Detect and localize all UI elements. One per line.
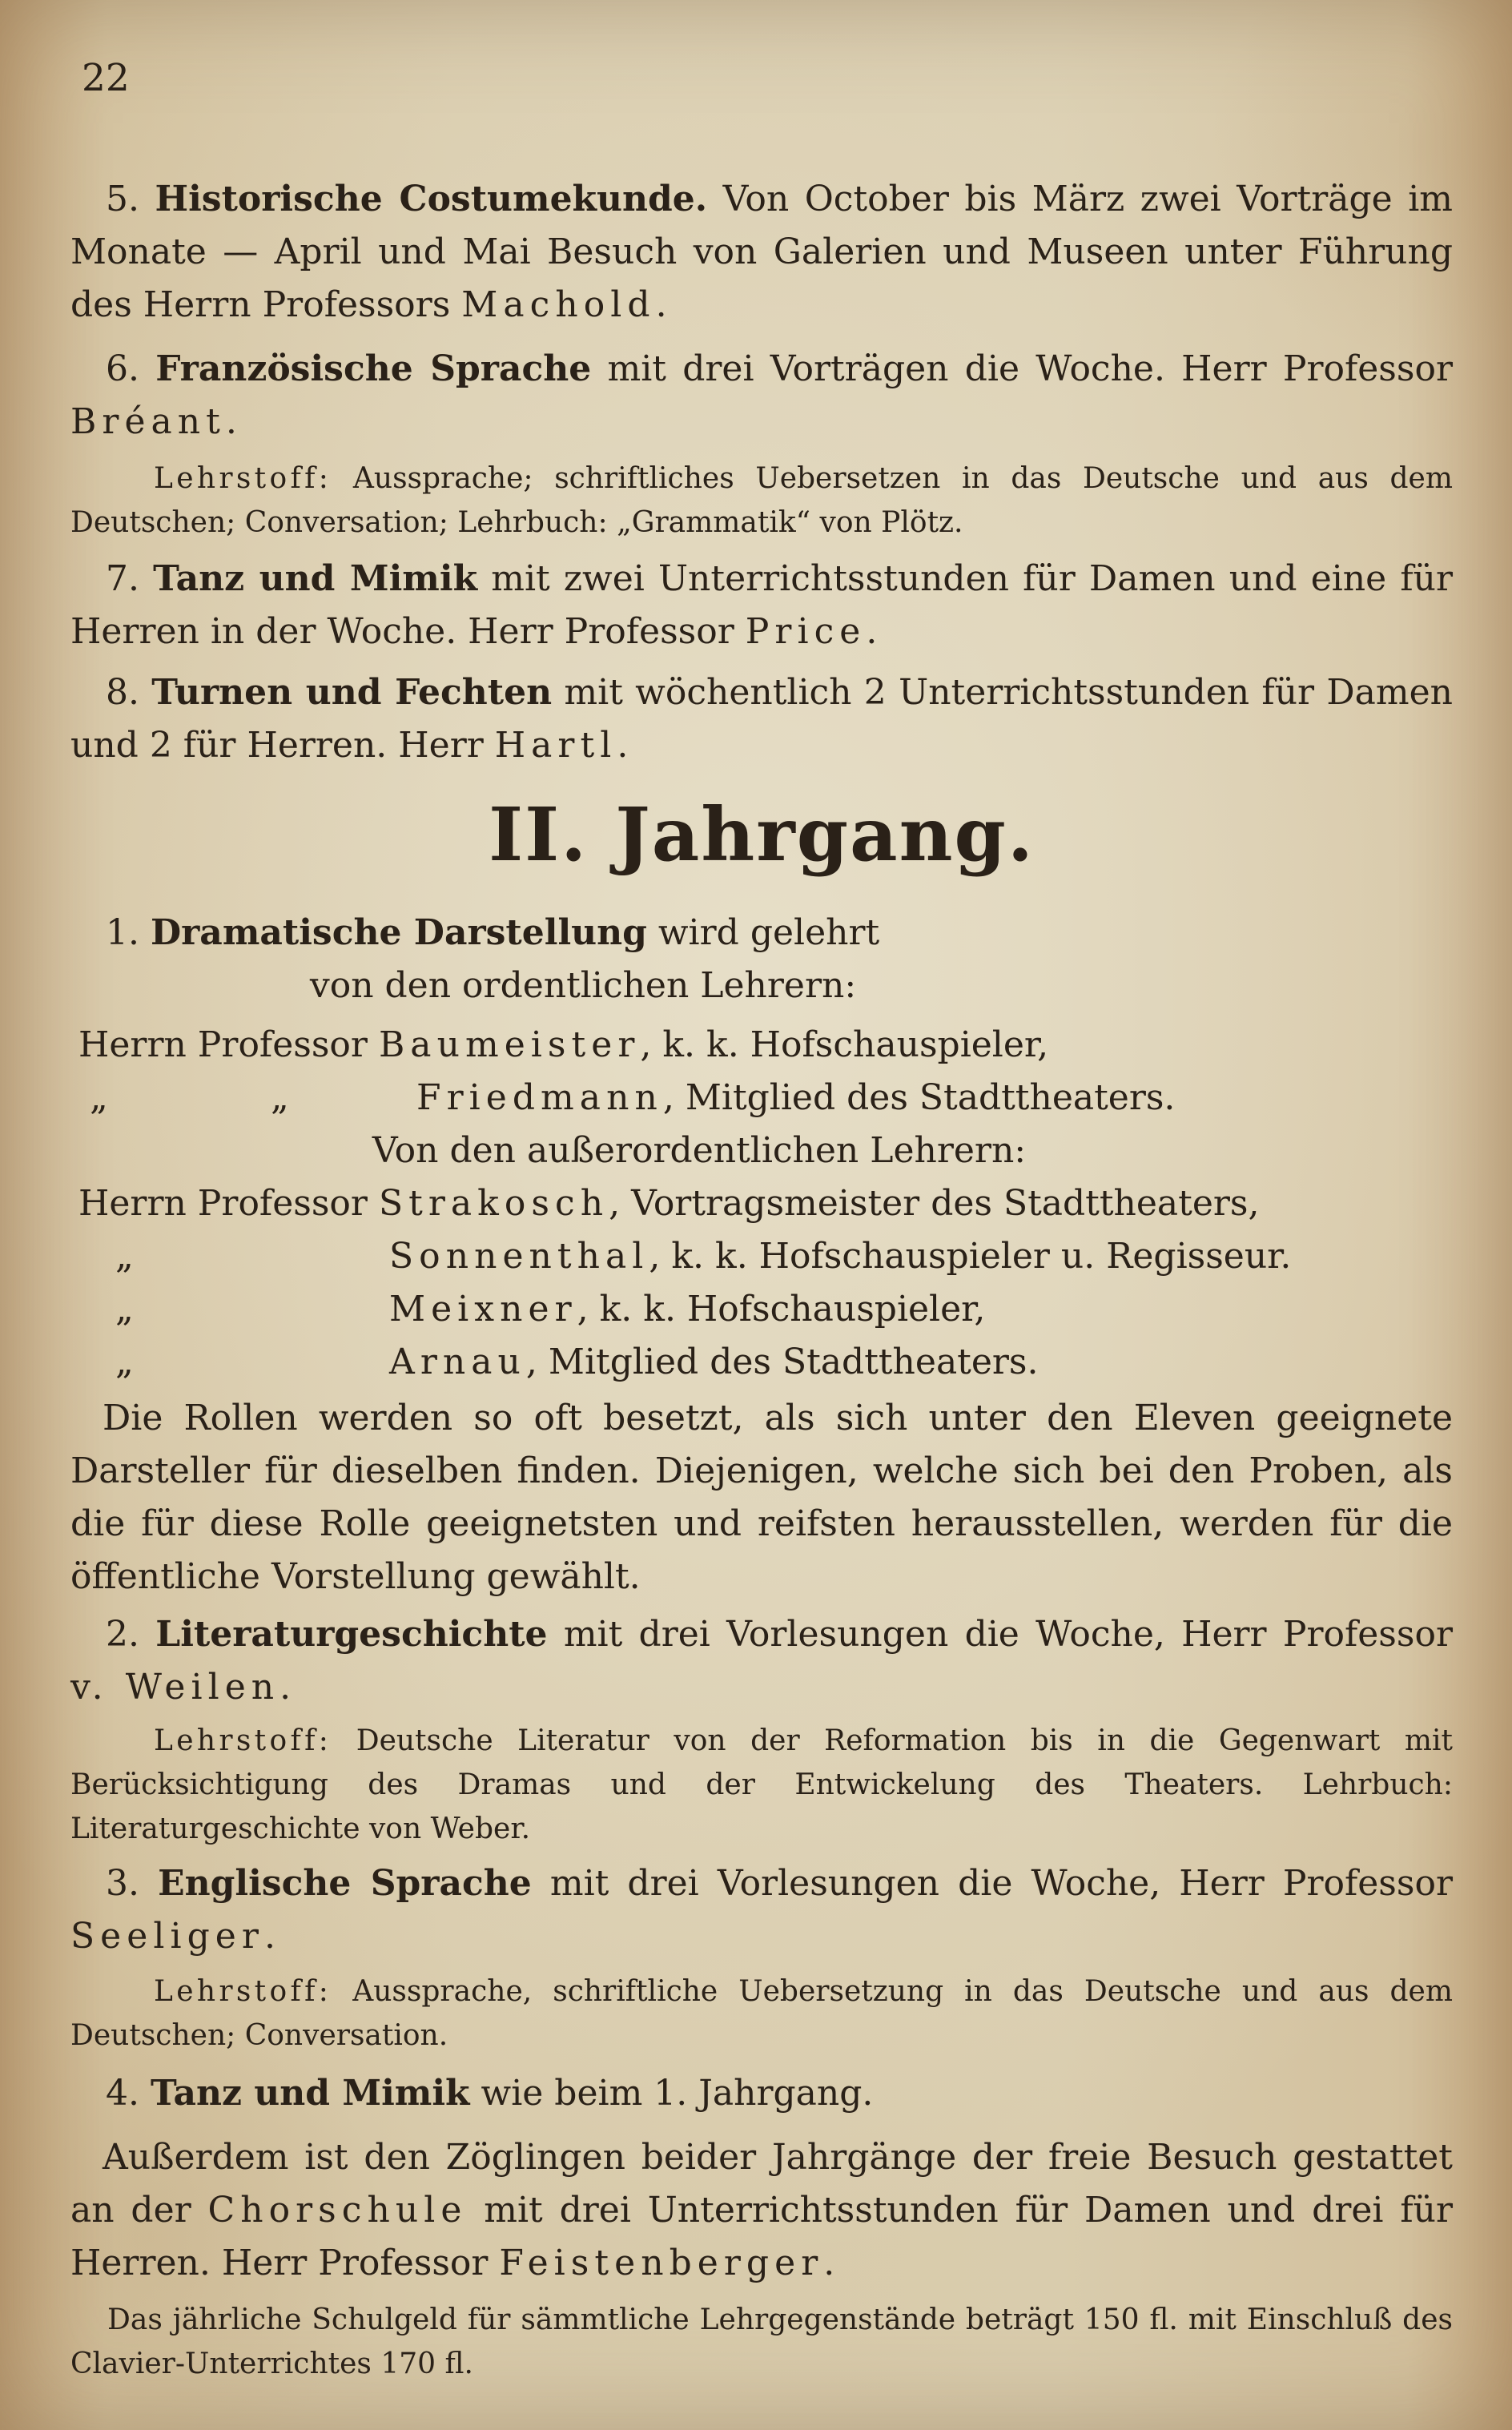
teacher-desc: , k. k. Hofschauspieler, [640,1024,1049,1065]
teacher-name: Bréant [70,401,226,442]
course-item-8 [70,666,1453,772]
school-name: Chorschule [207,2190,468,2231]
teacher-name: Seeliger [70,1916,264,1957]
lehrstoff-note-2 [70,1719,1453,1851]
ditto-mark: „ [115,1342,134,1382]
item-number: 6. [106,348,156,389]
paragraph-lead: Außerdem ist den Zöglingen beider Jahrgänge der freie Besuch gestattet an der [70,2137,1453,2231]
lehrstoff-label: Lehrstoff: [154,462,332,495]
course-title: Dramatische Darstellung [150,912,647,953]
paragraph-rollen: Die Rollen werden so oft besetzt, als sich unter den Eleven geeignete Darsteller für dieselben finden. Diejenigen, welche sich bei den Proben, als die für diese Rolle geeignetsten und reifsten herausstellen, werden für die öffentliche Vorstellung gewählt. [70,1398,1453,1597]
course-item-7 [70,553,1453,658]
item-number: 1. [106,912,151,953]
sentence-end: . [866,611,878,652]
teacher-prefix: Herrn Professor [78,1183,379,1224]
item-number: 2. [106,1614,156,1655]
teacher-row [70,1230,1453,1283]
ditto-mark: „ [90,1077,108,1118]
sentence-end: . [225,401,237,442]
sentence-end: . [263,1916,275,1957]
teacher-desc: , Vortragsmeister des Stadttheaters, [609,1183,1260,1224]
ditto-mark: „ [271,1077,289,1118]
schulgeld-note: Das jährliche Schulgeld für sämmtliche Lehrgegenstände beträgt 150 fl. mit Einschluß des Clavier-Unterrichtes 170 fl. [70,2303,1453,2380]
ditto-mark: „ [115,1236,134,1277]
teacher-entry [389,1230,1291,1283]
lehrstoff-body: Aussprache, schriftliche Uebersetzung in das Deutsche und aus dem Deutschen; Conversation. [70,1975,1453,2052]
teacher-name: Baumeister [378,1024,641,1065]
teacher-name: Feistenberger [499,2243,824,2283]
teacher-entry [416,1072,1175,1124]
sentence-end: . [279,1667,292,1708]
teacher-name: v. Weilen [70,1667,280,1708]
course-item-5 [70,173,1453,332]
sentence-end: . [823,2243,835,2283]
sentence-end: . [655,284,667,325]
ausserordentliche-lehrer-line: Von den außerordentlichen Lehrern: [372,1130,1027,1171]
course-body: wird gelehrt [646,912,880,953]
sentence-end: . [617,725,629,766]
teacher-name: Strakosch [378,1183,609,1224]
course-item-6 [70,343,1453,449]
lehrstoff-body: Aussprache; schriftliches Uebersetzen in das Deutsche und aus dem Deutschen; Conversation; Lehrbuch: „Grammatik“ von Plötz. [70,462,1453,539]
course-title: Französische Sprache [155,348,592,389]
item-number: 4. [106,2073,151,2114]
teacher-name: Meixner [389,1289,577,1330]
teacher-desc: , Mitglied des Stadttheaters. [525,1342,1039,1382]
lehrstoff-label: Lehrstoff: [154,1975,332,2008]
course-body: Von October bis März zwei Vorträge im Monate — April und Mai Besuch von Galerien und Museen unter Führung des Herrn Professors [70,179,1453,325]
course-title: Tanz und Mimik [153,558,478,599]
course-title: Tanz und Mimik [150,2073,470,2114]
course-item-2 [70,1608,1453,1714]
course-item-1 [70,907,1453,960]
teacher-entry [389,1336,1039,1389]
item-number: 3. [106,1863,159,1904]
course-body: mit drei Vorlesungen die Woche, Herr Professor [547,1614,1453,1655]
course-title: Historische Costumekunde. [155,179,708,219]
page-number: 22 [82,56,130,100]
teacher-row [70,1072,1453,1124]
teacher-entry [78,1177,1259,1230]
course-body: mit drei Vorlesungen die Woche, Herr Professor [531,1863,1453,1904]
course-title: Turnen und Fechten [151,672,553,713]
item-number: 5. [106,179,155,219]
item-number: 7. [106,558,154,599]
course-title: Literaturgeschichte [155,1614,548,1655]
course-body: mit wöchentlich 2 Unterrichtsstunden für Damen und 2 für Herren. Herr [70,672,1453,766]
teacher-row [70,1283,1453,1336]
teacher-row [70,1019,1453,1072]
teacher-desc: , Mitglied des Stadttheaters. [662,1077,1176,1118]
lehrstoff-label: Lehrstoff: [154,1724,332,1757]
course-body: mit drei Vorträgen die Woche. Herr Professor [591,348,1453,389]
ditto-mark: „ [115,1289,134,1330]
course-body: mit zwei Unterrichtsstunden für Damen und eine für Herren in der Woche. Herr Professor [70,558,1454,652]
teacher-name: Arnau [389,1342,526,1382]
page-content [70,0,1453,2386]
teacher-name: Friedmann [416,1077,663,1118]
course-body: wie beim 1. Jahrgang. [469,2073,874,2114]
paragraph-chorschule [70,2131,1453,2290]
paragraph-mid: mit drei Unterrichtsstunden für Damen und drei für Herren. Herr Professor [70,2190,1453,2283]
teacher-prefix: Herrn Professor [78,1024,379,1065]
course-title: Englische Sprache [158,1863,532,1904]
teacher-entry [389,1283,985,1336]
course-item-3 [70,1857,1453,1963]
course-item-4 [70,2067,1453,2120]
teacher-row [70,1177,1453,1230]
teacher-entry [78,1019,1048,1072]
lehrstoff-note-3 [70,1969,1453,2058]
teacher-name: Price [745,611,867,652]
teacher-name: Machold [461,284,656,325]
lehrstoff-body: Deutsche Literatur von der Reformation bis in die Gegenwart mit Berücksichtigung des Dramas und der Entwickelung des Theaters. Lehrbuch: Literaturgeschichte von Weber. [70,1724,1453,1845]
teacher-desc: , k. k. Hofschauspieler u. Regisseur. [649,1236,1292,1277]
ordentliche-lehrer-line: von den ordentlichen Lehrern: [309,965,857,1006]
teacher-desc: , k. k. Hofschauspieler, [577,1289,986,1330]
item-number: 8. [106,672,152,713]
teacher-name: Hartl [494,725,617,766]
teacher-name: Sonnenthal [389,1236,649,1277]
section-heading-jahrgang-2: II. Jahrgang. [489,791,1035,878]
lehrstoff-note-6 [70,457,1453,545]
teacher-row [70,1336,1453,1389]
